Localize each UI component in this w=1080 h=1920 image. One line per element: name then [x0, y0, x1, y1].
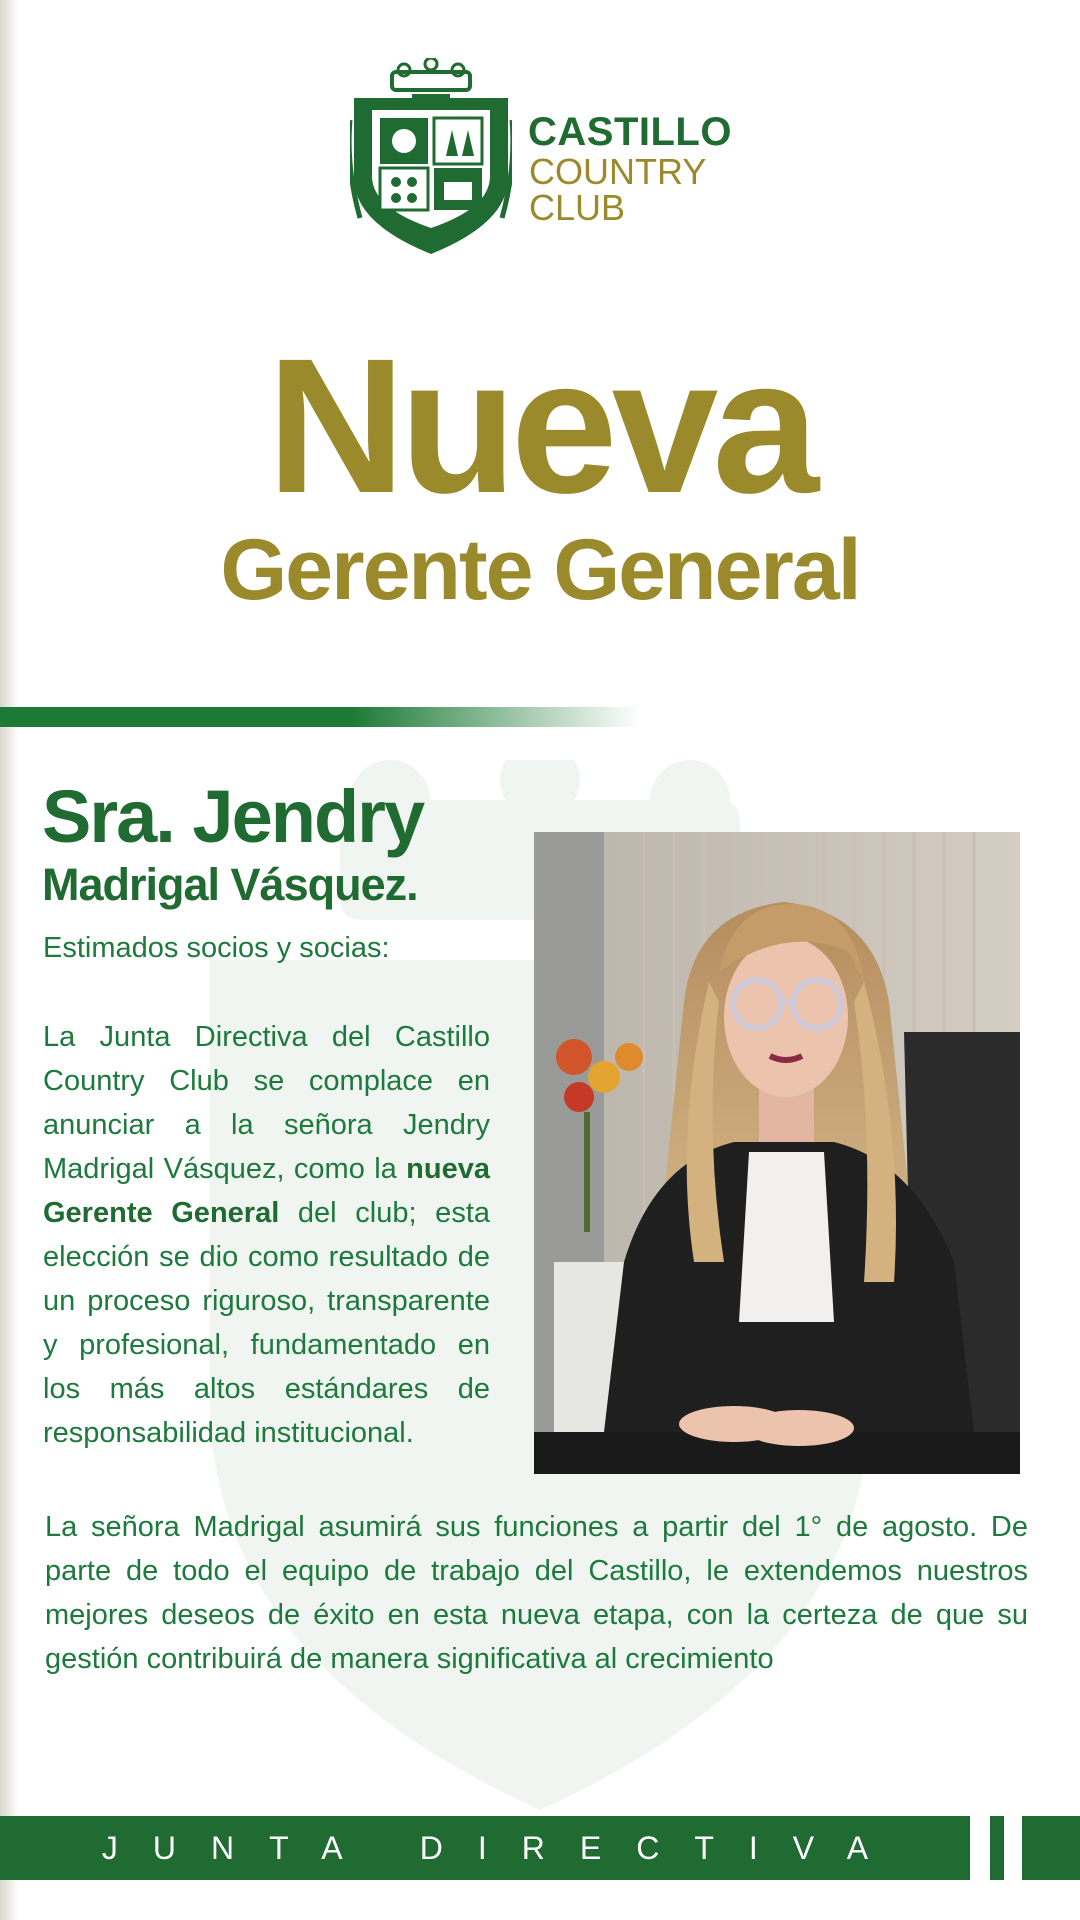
- page-edge: [0, 0, 18, 1920]
- heading-gerente-general: Gerente General: [220, 522, 860, 618]
- highlight-new-manager: nueva Gerente General: [43, 1153, 490, 1229]
- heading-nueva: Nueva: [266, 318, 814, 533]
- footer-accent-block: [1022, 1816, 1080, 1880]
- footer-accent-block: [990, 1816, 1004, 1880]
- brand-name-club: CLUB: [529, 187, 626, 228]
- paragraph-text: La Junta Directiva del Castillo Country Club se complace en anunciar a la señora Jendry Madrigal Vásquez, como la: [43, 1021, 490, 1185]
- footer-label: JUNTA DIRECTIVA: [101, 1829, 904, 1866]
- manager-name-last: Madrigal Vásquez.: [42, 859, 418, 910]
- salutation: Estimados socios y socias:: [43, 932, 390, 964]
- brand-name-castillo: CASTILLO: [528, 110, 732, 154]
- brand-name-country: COUNTRY: [529, 151, 707, 192]
- announcement-paragraph-1: [43, 1015, 490, 1455]
- paragraph-text: del club; esta elección se dio como resultado de un proceso riguroso, transparente y profesional, fundamentado en los más altos estándares de responsabilidad institucional.: [43, 1197, 491, 1449]
- club-crest-icon: [350, 58, 512, 256]
- accent-divider: [0, 707, 640, 727]
- manager-portrait-photo: [534, 832, 1020, 1474]
- manager-name-first: Sra. Jendry: [42, 775, 424, 858]
- club-logo: [350, 58, 730, 258]
- footer-band: [0, 1816, 970, 1880]
- announcement-paragraph-2: La señora Madrigal asumirá sus funciones a partir del 1° de agosto. De parte de todo el equipo de trabajo del Castillo, le extendemos nuestros mejores deseos de éxito en esta nueva etapa, con la certeza de que su gestión contribuirá de manera significativa al crecimiento: [45, 1511, 1028, 1675]
